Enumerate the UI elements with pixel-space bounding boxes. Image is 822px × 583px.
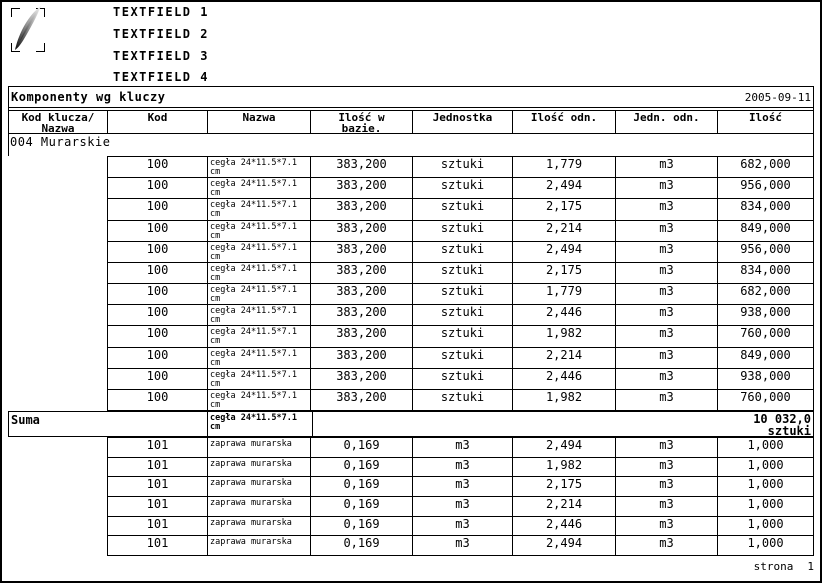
cell-jedn-odn: m3 [616, 263, 718, 283]
cell-jedn-odn: m3 [616, 221, 718, 241]
table-row [108, 458, 813, 478]
cell-ilosc-odn: 1,982 [513, 458, 616, 477]
footer-page-number: 1 [807, 560, 814, 573]
textfield-1: TEXTFIELD 1 [113, 5, 209, 19]
table-row [108, 536, 813, 555]
cell-jedn-odn: m3 [616, 497, 718, 516]
cell-ilosc-w-bazie: 383,200 [311, 348, 413, 368]
cell-jednostka: sztuki [413, 305, 513, 325]
column-header-line2: bazie. [341, 122, 382, 133]
cell-nazwa: cegła 24*11.5*7.1 cm [208, 199, 311, 219]
suma-nazwa: cegła 24*11.5*7.1 cm [208, 412, 313, 436]
cell-ilosc: 1,000 [747, 457, 784, 472]
table-row [108, 517, 813, 537]
cell-nazwa: cegła 24*11.5*7.1 cm [208, 348, 311, 368]
cell-ilosc-w-bazie: 0,169 [311, 438, 413, 457]
cell-jedn-odn: m3 [616, 477, 718, 496]
column-header-line1: Jedn. odn. [633, 111, 700, 124]
cell-ilosc-w-bazie: 383,200 [311, 242, 413, 262]
cell-jedn-odn: m3 [616, 242, 718, 262]
cell-ilosc: 849,000 [740, 220, 791, 235]
cell-jedn-odn: m3 [616, 517, 718, 536]
cell-jedn-odn: m3 [616, 326, 718, 346]
cell-kod: 101 [108, 497, 208, 516]
cell-ilosc: 1,000 [747, 477, 784, 492]
column-header-line1: Ilość w [338, 111, 385, 124]
cell-ilosc-w-bazie: 383,200 [311, 390, 413, 410]
cell-jedn-odn: m3 [616, 157, 718, 177]
cell-jednostka: m3 [413, 497, 513, 516]
column-header-line1: Ilość [748, 111, 783, 124]
column-header-line1: Nazwa [242, 111, 276, 124]
cell-kod: 100 [108, 263, 208, 283]
table-row [108, 348, 813, 369]
column-header-line2: Nazwa [41, 122, 75, 133]
cell-ilosc-odn: 2,214 [513, 348, 616, 368]
cell-ilosc-odn: 2,446 [513, 369, 616, 389]
cell-nazwa: cegła 24*11.5*7.1 cm [208, 390, 311, 410]
column-header-line1: Kod klucza/ [21, 111, 95, 124]
column-header [108, 111, 208, 133]
cell-kod: 100 [108, 284, 208, 304]
column-header [413, 111, 513, 133]
cell-nazwa: zaprawa murarska [208, 517, 311, 536]
cell-ilosc-w-bazie: 383,200 [311, 369, 413, 389]
cell-kod: 100 [108, 369, 208, 389]
cell-jedn-odn: m3 [616, 369, 718, 389]
cell-jednostka: sztuki [413, 157, 513, 177]
cell-jedn-odn: m3 [616, 305, 718, 325]
cell-jedn-odn: m3 [616, 438, 718, 457]
cell-ilosc-odn: 2,494 [513, 536, 616, 555]
cell-kod: 101 [108, 536, 208, 555]
cell-jednostka: sztuki [413, 348, 513, 368]
cell-jednostka: sztuki [413, 390, 513, 410]
textfield-4: TEXTFIELD 4 [113, 70, 209, 84]
cell-jedn-odn: m3 [616, 199, 718, 219]
cell-jednostka: m3 [413, 517, 513, 536]
cell-nazwa: cegła 24*11.5*7.1 cm [208, 284, 311, 304]
column-header [311, 111, 413, 133]
cell-jedn-odn: m3 [616, 458, 718, 477]
cell-ilosc-odn: 2,446 [513, 305, 616, 325]
table-column-header-row [8, 110, 814, 134]
column-header [718, 111, 813, 133]
cell-jednostka: sztuki [413, 369, 513, 389]
table-row [108, 497, 813, 517]
group-label: 004 Murarskie [10, 135, 111, 149]
cell-kod: 100 [108, 157, 208, 177]
cell-ilosc: 760,000 [740, 389, 791, 404]
cell-kod: 100 [108, 305, 208, 325]
cell-kod: 101 [108, 438, 208, 457]
cell-ilosc: 956,000 [740, 241, 791, 256]
cell-nazwa: cegła 24*11.5*7.1 cm [208, 178, 311, 198]
cell-jedn-odn: m3 [616, 536, 718, 555]
cell-jednostka: sztuki [413, 178, 513, 198]
cell-ilosc-odn: 2,446 [513, 517, 616, 536]
cell-nazwa: cegła 24*11.5*7.1 cm [208, 369, 311, 389]
textfield-2: TEXTFIELD 2 [113, 27, 209, 41]
cell-ilosc: 1,000 [747, 516, 784, 531]
cell-kod: 101 [108, 458, 208, 477]
table-row [108, 390, 813, 410]
cell-ilosc-odn: 2,214 [513, 221, 616, 241]
cell-ilosc-w-bazie: 383,200 [311, 221, 413, 241]
cell-ilosc-w-bazie: 0,169 [311, 497, 413, 516]
cell-nazwa: cegła 24*11.5*7.1 cm [208, 157, 311, 177]
cell-ilosc: 1,000 [747, 536, 784, 551]
cell-kod: 100 [108, 221, 208, 241]
table-row [108, 263, 813, 284]
cell-ilosc: 834,000 [740, 262, 791, 277]
cell-jednostka: sztuki [413, 263, 513, 283]
cell-ilosc-odn: 2,175 [513, 199, 616, 219]
cell-ilosc-odn: 1,982 [513, 390, 616, 410]
textfield-3: TEXTFIELD 3 [113, 49, 209, 63]
cell-ilosc-odn: 1,982 [513, 326, 616, 346]
cell-kod: 100 [108, 348, 208, 368]
suma-unit: sztuki [767, 424, 811, 436]
cell-ilosc-w-bazie: 383,200 [311, 178, 413, 198]
cell-nazwa: cegła 24*11.5*7.1 cm [208, 305, 311, 325]
cell-ilosc-w-bazie: 383,200 [311, 199, 413, 219]
cell-ilosc-w-bazie: 0,169 [311, 477, 413, 496]
cell-jednostka: m3 [413, 536, 513, 555]
cell-ilosc-w-bazie: 383,200 [311, 284, 413, 304]
cell-ilosc-odn: 2,494 [513, 178, 616, 198]
detail-table-zaprawa [107, 437, 814, 556]
cell-nazwa: zaprawa murarska [208, 438, 311, 457]
cell-jednostka: m3 [413, 477, 513, 496]
cell-ilosc-odn: 1,779 [513, 284, 616, 304]
cell-ilosc-odn: 1,779 [513, 157, 616, 177]
column-header-line1: Ilość odn. [530, 111, 598, 124]
feather-quill-icon [12, 6, 44, 52]
suma-row [8, 411, 814, 437]
cell-kod: 100 [108, 326, 208, 346]
cell-ilosc: 1,000 [747, 438, 784, 452]
table-row [108, 284, 813, 305]
column-header-line1: Kod [147, 111, 168, 124]
cell-nazwa: zaprawa murarska [208, 536, 311, 555]
title-band [8, 86, 814, 108]
cell-ilosc-odn: 2,494 [513, 242, 616, 262]
cell-kod: 101 [108, 517, 208, 536]
cell-nazwa: zaprawa murarska [208, 458, 311, 477]
table-row [108, 242, 813, 263]
cell-jednostka: sztuki [413, 326, 513, 346]
cell-ilosc-odn: 2,214 [513, 497, 616, 516]
page-footer [754, 560, 814, 573]
cell-nazwa: zaprawa murarska [208, 477, 311, 496]
cell-nazwa: cegła 24*11.5*7.1 cm [208, 221, 311, 241]
cell-ilosc-w-bazie: 0,169 [311, 458, 413, 477]
cell-jednostka: sztuki [413, 199, 513, 219]
cell-ilosc: 1,000 [747, 497, 784, 512]
cell-ilosc: 682,000 [740, 284, 791, 299]
cell-ilosc-w-bazie: 383,200 [311, 305, 413, 325]
cell-jedn-odn: m3 [616, 284, 718, 304]
report-logo [11, 6, 45, 52]
column-header [9, 111, 108, 133]
cell-jedn-odn: m3 [616, 178, 718, 198]
cell-jedn-odn: m3 [616, 390, 718, 410]
table-row [108, 178, 813, 199]
table-row [108, 326, 813, 347]
cell-ilosc: 760,000 [740, 326, 791, 341]
cell-kod: 100 [108, 242, 208, 262]
table-row [108, 221, 813, 242]
cell-ilosc-w-bazie: 0,169 [311, 517, 413, 536]
column-header [616, 111, 718, 133]
table-row [108, 199, 813, 220]
suma-total: 10 032,0 [753, 412, 811, 426]
suma-value [313, 412, 813, 436]
table-row [108, 305, 813, 326]
cell-ilosc-odn: 2,175 [513, 477, 616, 496]
cell-jednostka: m3 [413, 458, 513, 477]
cell-kod: 100 [108, 390, 208, 410]
column-header-line1: Jednostka [432, 111, 493, 124]
table-row [108, 157, 813, 178]
cell-kod: 101 [108, 477, 208, 496]
cell-ilosc-w-bazie: 383,200 [311, 157, 413, 177]
cell-jednostka: sztuki [413, 242, 513, 262]
cell-jednostka: sztuki [413, 221, 513, 241]
cell-ilosc: 682,000 [740, 157, 791, 171]
suma-label: Suma [9, 412, 208, 436]
cell-ilosc: 938,000 [740, 368, 791, 383]
cell-jednostka: sztuki [413, 284, 513, 304]
cell-jednostka: m3 [413, 438, 513, 457]
cell-nazwa: cegła 24*11.5*7.1 cm [208, 242, 311, 262]
cell-nazwa: cegła 24*11.5*7.1 cm [208, 326, 311, 346]
cell-ilosc-odn: 2,175 [513, 263, 616, 283]
cell-jedn-odn: m3 [616, 348, 718, 368]
report-title: Komponenty wg kluczy [11, 90, 166, 104]
detail-table-cegla [107, 156, 814, 411]
cell-ilosc-w-bazie: 383,200 [311, 326, 413, 346]
table-row [108, 477, 813, 497]
cell-ilosc-odn: 2,494 [513, 438, 616, 457]
cell-kod: 100 [108, 178, 208, 198]
footer-label: strona [753, 560, 794, 573]
cell-ilosc-w-bazie: 383,200 [311, 263, 413, 283]
cell-kod: 100 [108, 199, 208, 219]
cell-ilosc: 956,000 [740, 178, 791, 193]
cell-ilosc: 834,000 [740, 199, 791, 214]
cell-nazwa: cegła 24*11.5*7.1 cm [208, 263, 311, 283]
cell-ilosc: 938,000 [740, 305, 791, 320]
column-header [208, 111, 311, 133]
report-date: 2005-09-11 [744, 90, 811, 104]
cell-nazwa: zaprawa murarska [208, 497, 311, 516]
cell-ilosc: 849,000 [740, 347, 791, 362]
table-row [108, 438, 813, 458]
table-row [108, 369, 813, 390]
cell-ilosc-w-bazie: 0,169 [311, 536, 413, 555]
column-header [513, 111, 616, 133]
